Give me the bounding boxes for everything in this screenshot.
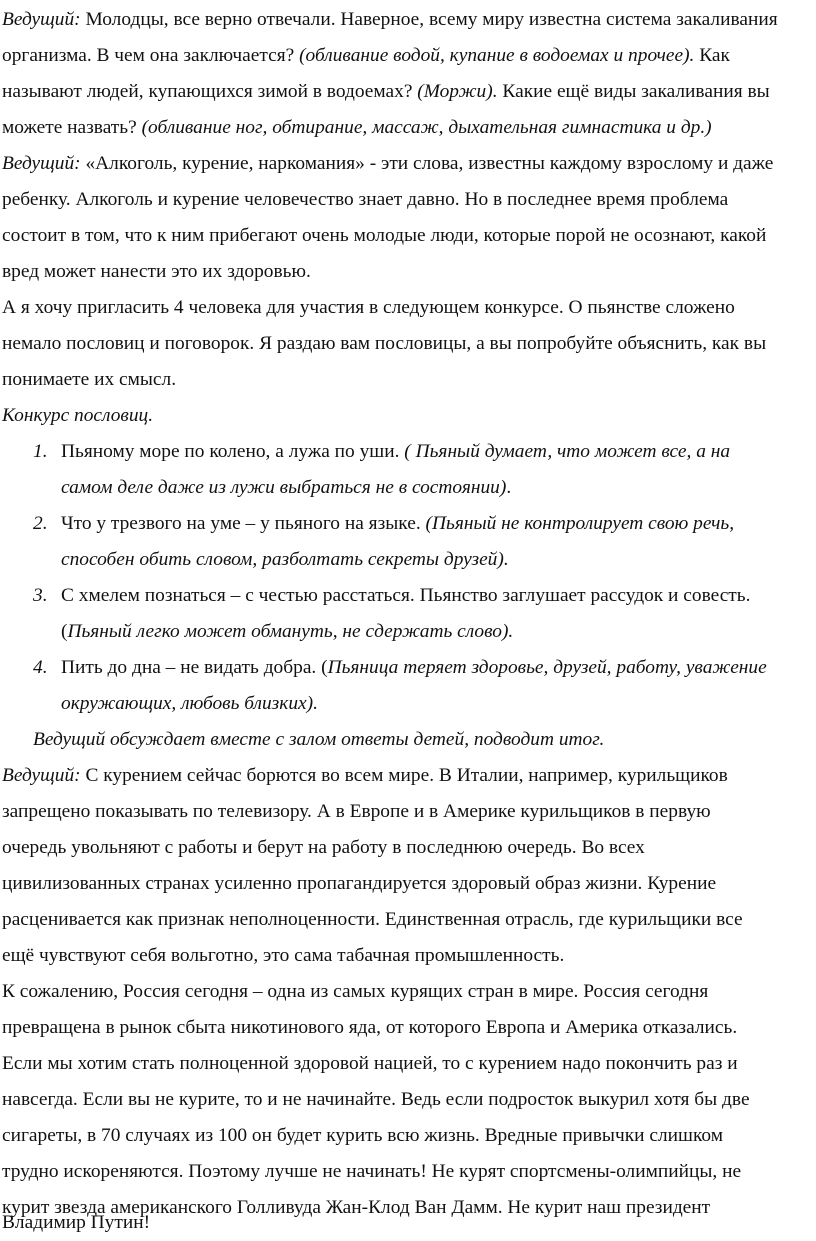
text-line: сигареты, в 70 случаях из 100 он будет курить всю жизнь. Вредные привычки слишком <box>2 1125 723 1146</box>
text-run: Молодцы, все верно отвечали. Наверное, всему миру известна система закаливания <box>80 9 778 30</box>
speaker-label: Ведущий: <box>2 153 81 174</box>
list-number: 3. <box>33 585 48 606</box>
text-line: состоит в том, что к ним прибегают очень молодые люди, которые порой не осознают, какой <box>2 225 767 246</box>
list-number: 4. <box>33 657 48 678</box>
proverb-explanation: ( Пьяный думает, что может все, а на <box>404 441 731 462</box>
proverb-text: Что у трезвого на уме – у пьяного на языке. <box>61 513 426 534</box>
list-number: 2. <box>33 513 48 534</box>
proverb-explanation: Пьяница теряет здоровье, друзей, работу, уважение <box>327 657 767 678</box>
text-line <box>2 110 712 146</box>
speaker-label: Ведущий: <box>2 765 81 786</box>
list-item-line <box>61 686 318 722</box>
proverb-text: С хмелем познаться – с честью расстаться. Пьянство заглушает рассудок и совесть. <box>61 585 751 606</box>
text-line: А я хочу пригласить 4 человека для участия в следующем конкурсе. О пьянстве сложено <box>2 297 735 318</box>
text-run: ( <box>61 621 68 642</box>
text-line: превращена в рынок сбыта никотинового яда, от которого Европа и Америка отказались. <box>2 1017 738 1038</box>
list-number: 1. <box>33 441 48 462</box>
text-line <box>2 38 730 74</box>
text-line: понимаете их смысл. <box>2 369 177 390</box>
text-line: запрещено показывать по телевизору. А в Европе и в Америке курильщиков в первую <box>2 801 711 822</box>
text-line: вред может нанести это их здоровью. <box>2 261 311 282</box>
text-line: Если мы хотим стать полноценной здоровой нацией, то с курением надо покончить раз и <box>2 1053 738 1074</box>
host-note: Ведущий обсуждает вместе с залом ответы детей, подводит итог. <box>33 729 605 750</box>
text-line: расценивается как признак неполноценности. Единственная отрасль, где курильщики все <box>2 909 743 930</box>
text-run: . <box>506 477 512 498</box>
text-line <box>2 2 778 38</box>
italic-run: (обливание ног, обтирание, массаж, дыхательная гимнастика и др.) <box>141 117 712 138</box>
text-line: цивилизованных странах усиленно пропагандируется здоровый образ жизни. Курение <box>2 873 717 894</box>
text-line <box>2 758 728 794</box>
text-run: можете назвать? <box>2 117 142 138</box>
text-run: называют людей, купающихся зимой в водоемах? <box>2 81 418 102</box>
italic-run: (Моржи). <box>417 81 498 102</box>
list-item-line <box>61 506 734 542</box>
list-item-line <box>61 434 730 470</box>
text-line: Владимир Путин! <box>2 1212 151 1233</box>
text-line <box>2 74 770 110</box>
text-run: Как <box>694 45 730 66</box>
text-run: «Алкоголь, курение, наркомания» - эти слова, известны каждому взрослому и даже <box>80 153 774 174</box>
proverb-text: Пьяному море по колено, а лужа по уши. <box>61 441 405 462</box>
text-line: ещё чувствуют себя вольготно, это сама табачная промышленность. <box>2 945 565 966</box>
text-line: К сожалению, Россия сегодня – одна из самых курящих стран в мире. Россия сегодня <box>2 981 709 1002</box>
list-item-line <box>61 470 511 506</box>
proverb-explanation: окружающих, любовь близких). <box>61 693 318 714</box>
text-line: ребенку. Алкоголь и курение человечество знает давно. Но в последнее время проблема <box>2 189 729 210</box>
proverb-text: Пить до дна – не видать добра. ( <box>61 657 328 678</box>
proverb-explanation: способен обить словом, разболтать секреты друзей). <box>61 549 509 570</box>
proverb-explanation: Пьяный легко может обмануть, не сдержать слово). <box>67 621 514 642</box>
text-line <box>2 146 773 182</box>
text-line: трудно искореняются. Поэтому лучше не начинать! Не курят спортсмены-олимпийцы, не <box>2 1161 742 1182</box>
italic-run: (обливание водой, купание в водоемах и прочее). <box>299 45 695 66</box>
text-line: курит звезда американского Голливуда Жан-Клод Ван Дамм. Не курит наш президент <box>2 1197 711 1218</box>
text-run: организма. В чем она заключается? <box>2 45 300 66</box>
text-line: очередь увольняют с работы и берут на работу в последнюю очередь. Во всех <box>2 837 645 858</box>
text-line: немало пословиц и поговорок. Я раздаю вам пословицы, а вы попробуйте объяснить, как вы <box>2 333 767 354</box>
list-item-line <box>61 542 509 578</box>
proverb-explanation: (Пьяный не контролирует свою речь, <box>425 513 735 534</box>
speaker-label: Ведущий: <box>2 9 81 30</box>
text-line: навсегда. Если вы не курите, то и не начинайте. Ведь если подросток выкурил хотя бы две <box>2 1089 750 1110</box>
contest-title: Конкурс пословиц. <box>2 405 154 426</box>
proverb-explanation: самом деле даже из лужи выбраться не в состоянии) <box>61 477 507 498</box>
list-item-line <box>61 614 513 650</box>
text-run: С курением сейчас борются во всем мире. В Италии, например, курильщиков <box>80 765 728 786</box>
list-item-line <box>61 650 767 686</box>
text-run: Какие ещё виды закаливания вы <box>497 81 770 102</box>
list-item-line <box>61 578 750 614</box>
